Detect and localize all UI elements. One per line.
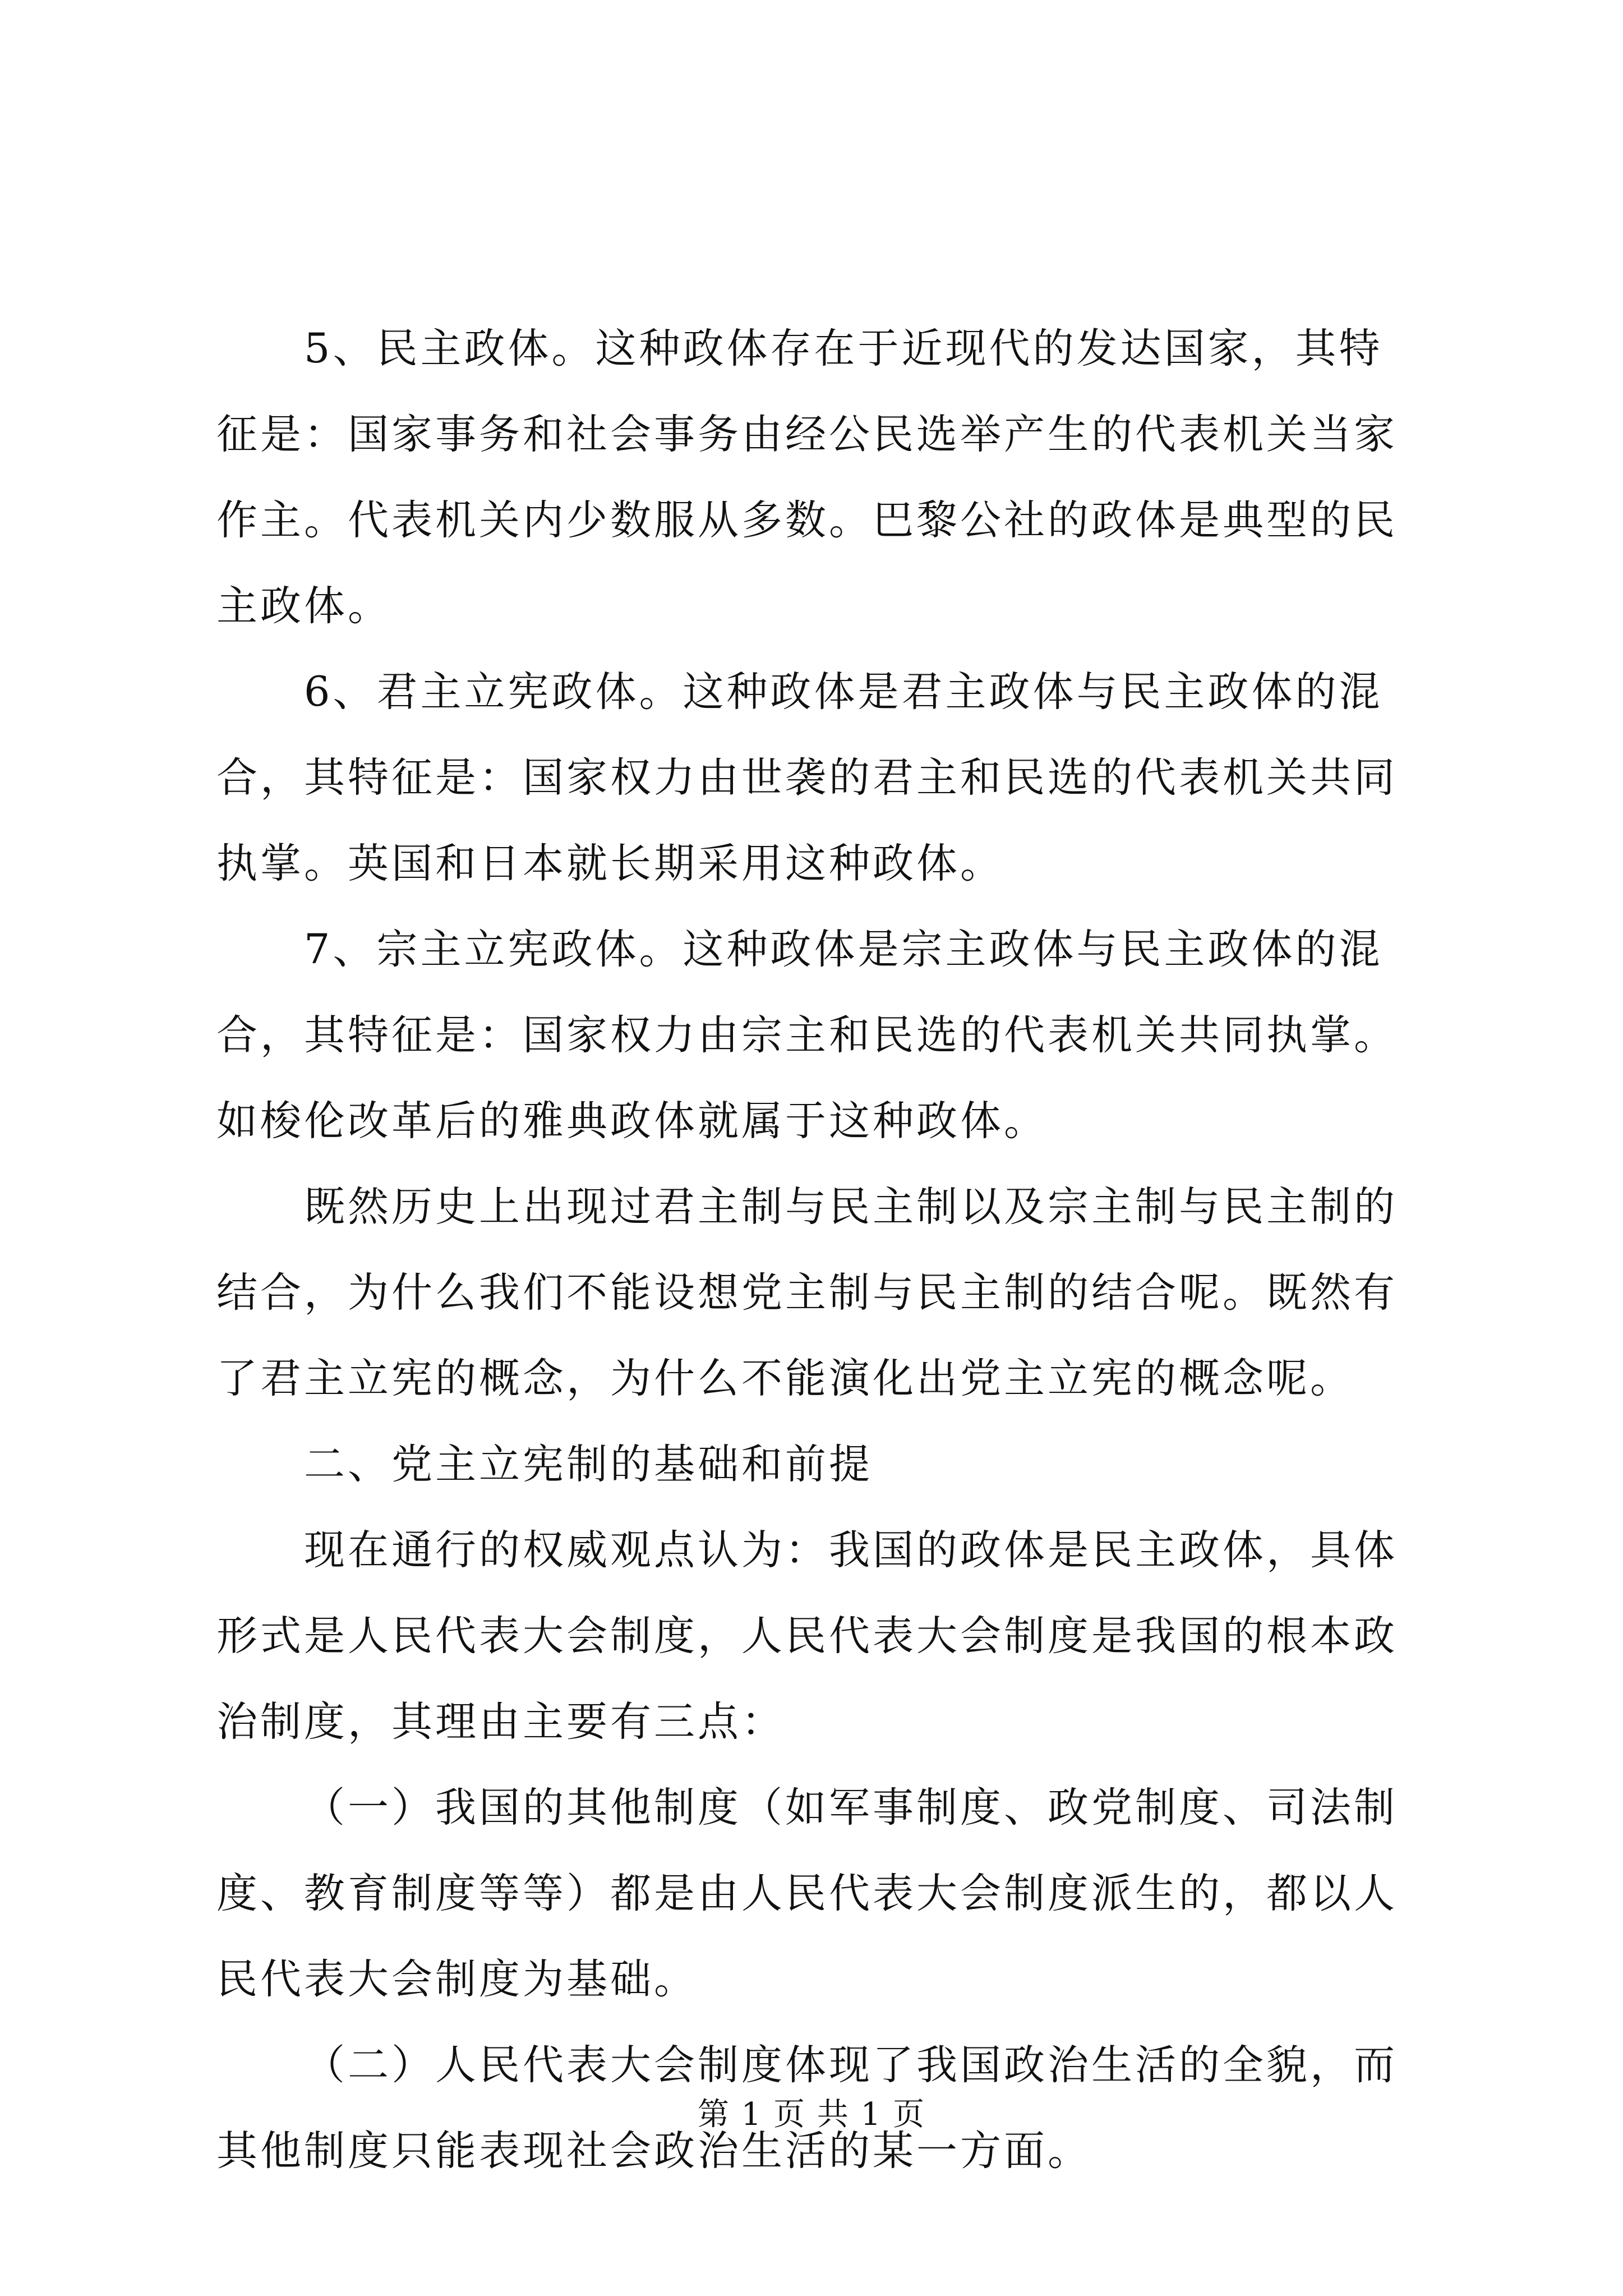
paragraph-reason-one: （一）我国的其他制度（如军事制度、政党制度、司法制度、教育制度等等）都是由人民代表大会制度派生的，都以人民代表大会制度为基础。 bbox=[216, 1784, 1398, 2003]
paragraph-authority-view: 现在通行的权威观点认为：我国的政体是民主政体，具体形式是人民代表大会制度，人民代表大会制度是我国的根本政治制度，其理由主要有三点： bbox=[216, 1526, 1398, 1746]
paragraph-democratic-polity: 5、民主政体。这种政体存在于近现代的发达国家，其特征是：国家事务和社会事务由经公民选举产生的代表机关当家作主。代表机关内少数服从多数。巴黎公社的政体是典型的民主政体。 bbox=[216, 325, 1398, 630]
section-heading: 二、党主立宪制的基础和前提 bbox=[304, 1441, 873, 1488]
paragraph-constitutional-monarchy: 6、君主立宪政体。这种政体是君主政体与民主政体的混合，其特征是：国家权力由世袭的君主和民选的代表机关共同执掌。英国和日本就长期采用这种政体。 bbox=[216, 668, 1398, 887]
document-body bbox=[216, 306, 1417, 2194]
page-footer: 第 1 页 共 1 页 bbox=[697, 2096, 926, 2133]
paragraph-reason-two: （二）人民代表大会制度体现了我国政治生活的全貌，而其他制度只能表现社会政治生活的某一方面。 bbox=[216, 2041, 1398, 2175]
paragraph-suzerain-constitutional: 7、宗主立宪政体。这种政体是宗主政体与民主政体的混合，其特征是：国家权力由宗主和民选的代表机关共同执掌。如梭伦改革后的雅典政体就属于这种政体。 bbox=[216, 926, 1398, 1145]
paragraph-history-argument: 既然历史上出现过君主制与民主制以及宗主制与民主制的结合，为什么我们不能设想党主制与民主制的结合呢。既然有了君主立宪的概念，为什么不能演化出党主立宪的概念呢。 bbox=[216, 1183, 1398, 1402]
